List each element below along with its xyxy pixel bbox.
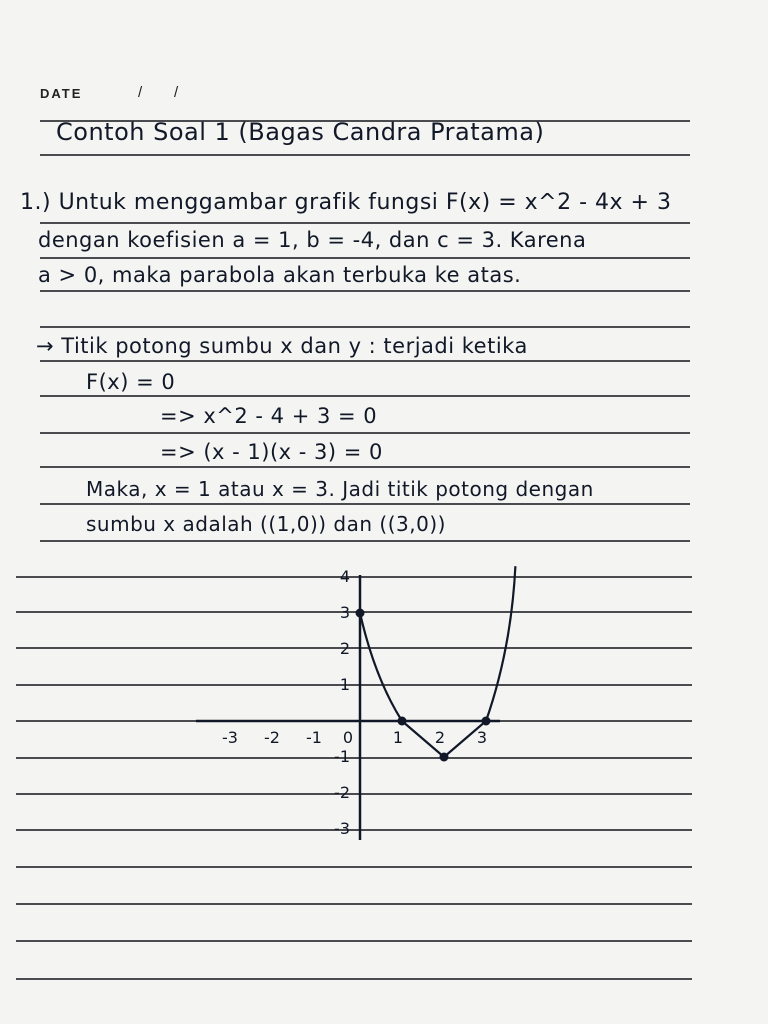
x-tick-label: -3 bbox=[222, 728, 238, 747]
y-tick-label: -1 bbox=[334, 747, 350, 766]
paragraph-1-line-2: dengan koefisien a = 1, b = -4, dan c = 3. Karena bbox=[38, 228, 587, 252]
paragraph-2-line-6: sumbu x adalah ((1,0)) dan ((3,0)) bbox=[86, 512, 446, 536]
paragraph-2-line-5: Maka, x = 1 atau x = 3. Jadi titik potong dengan bbox=[86, 477, 594, 501]
x-tick-label: 0 bbox=[342, 728, 354, 747]
paragraph-2-line-2: F(x) = 0 bbox=[86, 370, 176, 394]
paragraph-1-line-3: a > 0, maka parabola akan terbuka ke atas. bbox=[38, 263, 522, 287]
curve-point bbox=[440, 753, 449, 762]
x-tick-label: 1 bbox=[392, 728, 404, 747]
y-tick-label: -2 bbox=[334, 783, 350, 802]
paragraph-2-line-4: => (x - 1)(x - 3) = 0 bbox=[160, 440, 383, 464]
paragraph-2-line-1: → Titik potong sumbu x dan y : terjadi ketika bbox=[36, 334, 528, 358]
y-tick-label: 3 bbox=[339, 603, 350, 622]
paragraph-2-line-3: => x^2 - 4 + 3 = 0 bbox=[160, 404, 378, 428]
x-tick-label: -2 bbox=[264, 728, 280, 747]
x-tick-label: -1 bbox=[306, 728, 322, 747]
y-tick-label: 4 bbox=[339, 567, 350, 586]
paragraph-1-line-1: 1.) Untuk menggambar grafik fungsi F(x) = x^2 - 4x + 3 bbox=[20, 190, 672, 215]
curve-point bbox=[356, 609, 365, 618]
date-separator-2: / bbox=[174, 84, 179, 101]
x-tick-label: 3 bbox=[476, 728, 488, 747]
y-tick-label: 1 bbox=[339, 675, 350, 694]
y-tick-label: -3 bbox=[334, 819, 350, 838]
page-title: Contoh Soal 1 (Bagas Candra Pratama) bbox=[56, 118, 545, 146]
date-separator-1: / bbox=[138, 84, 143, 101]
date-label: DATE bbox=[40, 86, 83, 101]
curve-point bbox=[482, 717, 491, 726]
curve-point bbox=[398, 717, 407, 726]
x-tick-label: 2 bbox=[434, 728, 446, 747]
y-tick-label: 2 bbox=[339, 639, 350, 658]
